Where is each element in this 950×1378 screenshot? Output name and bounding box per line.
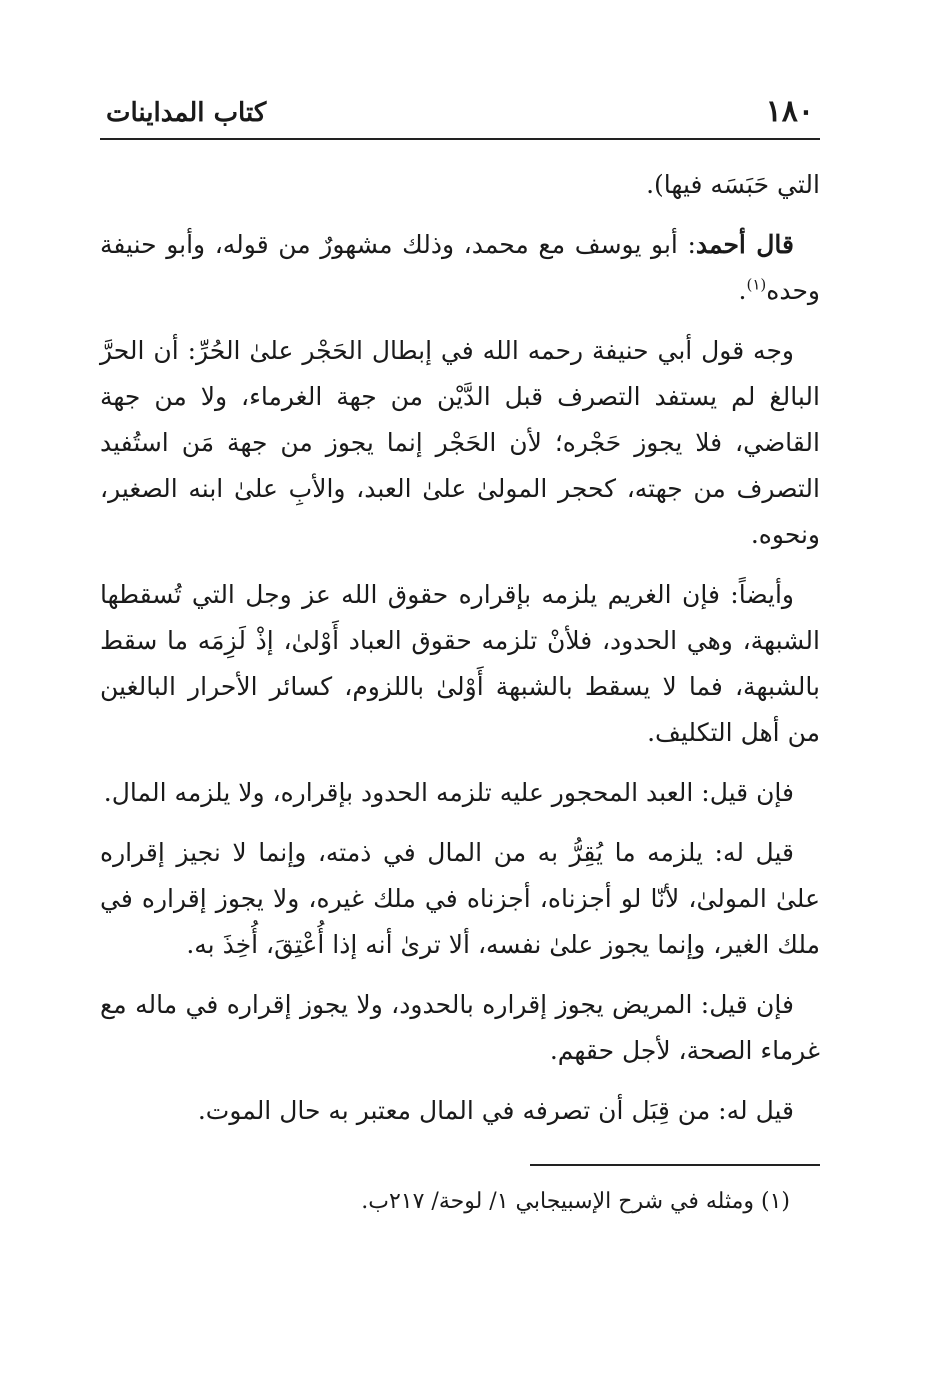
page-number: ١٨٠ <box>765 94 814 129</box>
paragraph-end: . <box>738 276 747 305</box>
page-header <box>100 92 820 140</box>
paragraph: قيل له: من قِبَل أن تصرفه في المال معتبر به حال الموت. <box>197 1096 794 1125</box>
paragraph: فإن قيل: المريض يجوز إقراره بالحدود، ولا يجوز إقراره في ماله مع غرماء الصحة، لأجل حقهم. <box>100 990 820 1065</box>
footnote-divider <box>530 1164 820 1166</box>
footnote: (١) ومثله في شرح الإسبيجابي ١/ لوحة/ ٢١٧ب. <box>361 1189 790 1214</box>
main-text <box>100 162 820 1148</box>
paragraph: وجه قول أبي حنيفة رحمه الله في إبطال الحَجْر علىٰ الحُرِّ: أن الحرَّ البالغ لم يستفد التصرف قبل الدَّيْن من جهة الغرماء، ولا من جهة القاضي، فلا يجوز حَجْره؛ لأن الحَجْر إنما يجوز من جهة مَن استُفيد التصرف من جهته، كحجر المولىٰ علىٰ العبد، والأبِ علىٰ ابنه الصغير، ونحوه. <box>100 336 820 549</box>
footnote-reference[interactable]: (١) <box>746 275 767 294</box>
paragraph: فإن قيل: العبد المحجور عليه تلزمه الحدود بإقراره، ولا يلزمه المال. <box>103 778 794 807</box>
paragraph-text: : أبو يوسف مع محمد، وذلك مشهورٌ من قوله، وأبو حنيفة وحده <box>100 230 820 305</box>
speaker-label: قال أحمد <box>695 230 794 259</box>
paragraph: التي حَبَسَه فيها). <box>646 170 820 199</box>
running-title: كتاب المداينات <box>106 98 267 128</box>
paragraph: وأيضاً: فإن الغريم يلزمه بإقراره حقوق الله عز وجل التي تُسقطها الشبهة، وهي الحدود، فلأنْ تلزمه حقوق العباد أَوْلىٰ، إذْ لَزِمَه ما سقط بالشبهة، فما لا يسقط بالشبهة أَوْلىٰ باللزوم، كسائر الأحرار البالغين من أهل التكليف. <box>100 580 821 747</box>
paragraph-ahmad <box>100 222 820 314</box>
paragraph: قيل له: يلزمه ما يُقِرُّ به من المال في ذمته، وإنما لا نجيز إقراره علىٰ المولىٰ، لأنّا لو أجزناه، أجزناه في ملك غيره، ولا يجوز إقراره في ملك الغير، وإنما يجوز علىٰ نفسه، ألا ترىٰ أنه إذا أُعْتِقَ، أُخِذَ به. <box>100 838 820 959</box>
